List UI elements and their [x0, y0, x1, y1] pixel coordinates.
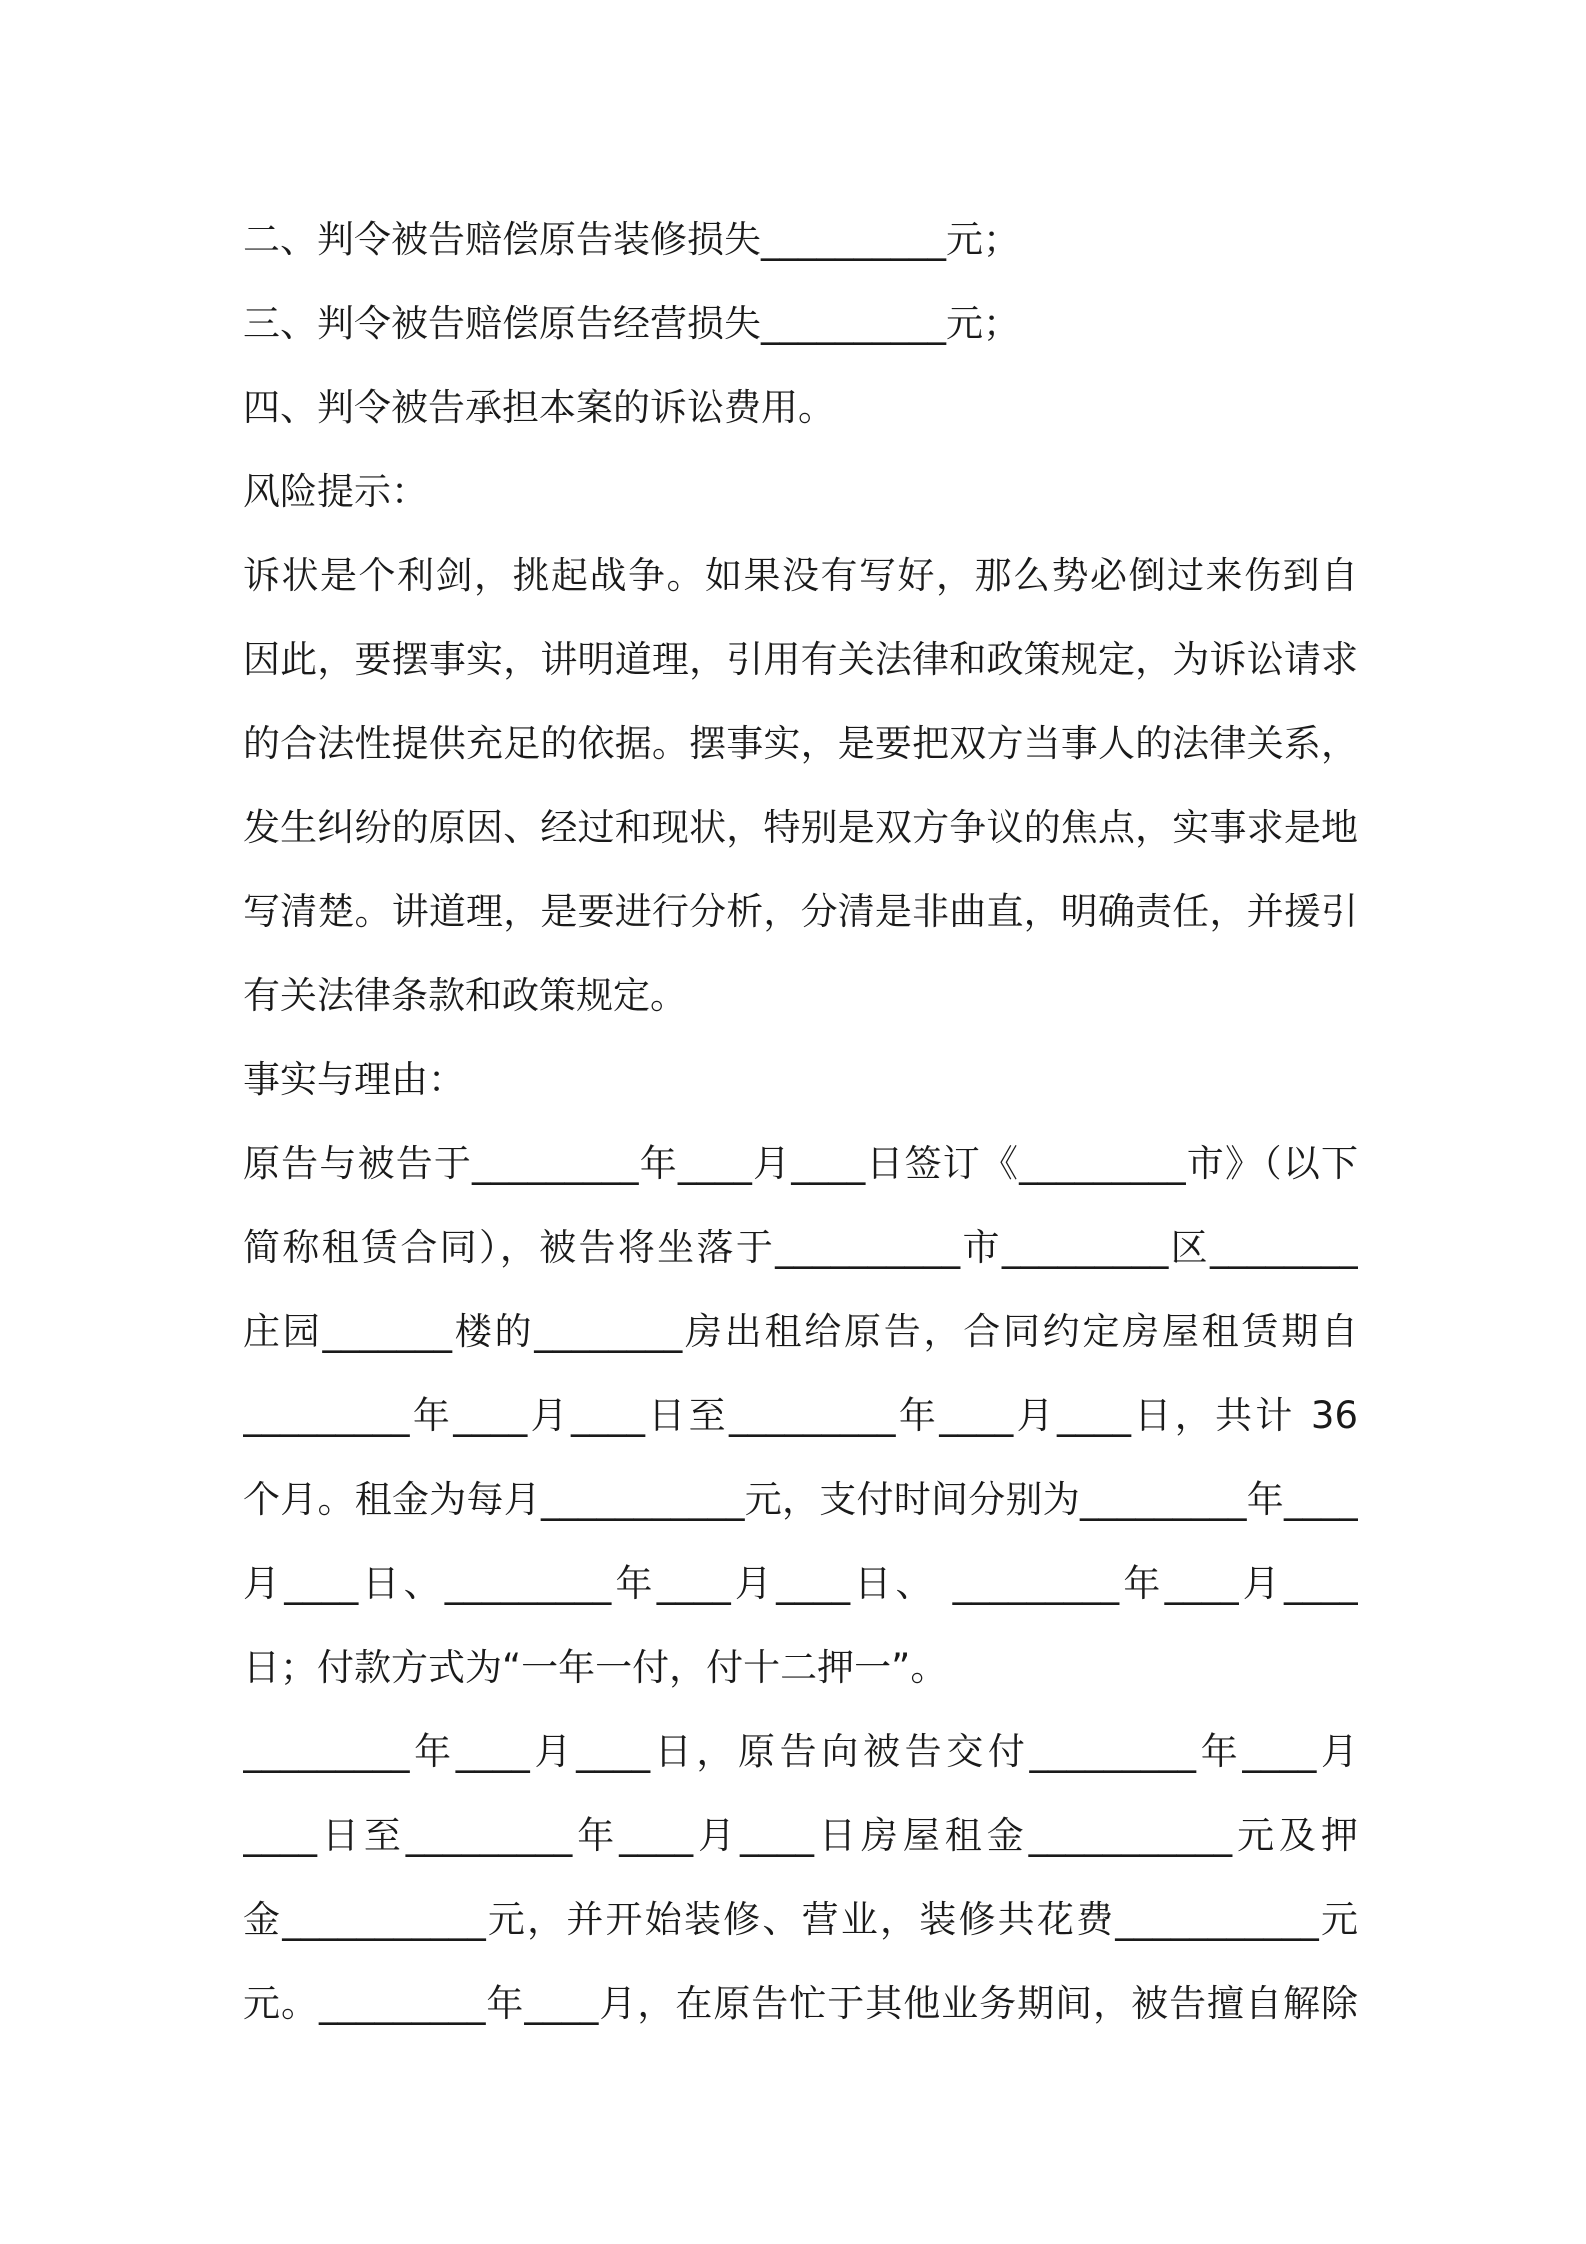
document-body	[243, 198, 1358, 2046]
text-line: 事实与理由：	[243, 1058, 465, 1101]
text-line: 金___________元，并开始装修、营业，装修共花费___________元	[243, 1898, 1358, 1941]
text-line: 写清楚。讲道理，是要进行分析，分清是非曲直，明确责任，并援引	[243, 890, 1358, 933]
text-line: 个月。租金为每月___________元，支付时间分别为_________年____	[243, 1478, 1358, 1521]
text-line: _________年____月____日至_________年____月____日，共计 36	[243, 1394, 1358, 1437]
text-line: 庄园_______楼的________房出租给原告，合同约定房屋租赁期自	[243, 1310, 1358, 1353]
text-line: ____日至_________年____月____日房屋租金___________元及押	[243, 1814, 1358, 1857]
text-line: 月____日、_________年____月____日、 _________年____月____	[243, 1562, 1358, 1605]
text-line: 日；付款方式为“一年一付，付十二押一”。	[243, 1646, 948, 1689]
text-line: 因此，要摆事实，讲明道理，引用有关法律和政策规定，为诉讼请求	[243, 638, 1358, 681]
text-line: 二、判令被告赔偿原告装修损失__________元；	[243, 218, 1020, 261]
text-line: 诉状是个利剑，挑起战争。如果没有写好，那么势必倒过来伤到自	[243, 554, 1358, 597]
text-line: 三、判令被告赔偿原告经营损失__________元；	[243, 302, 1020, 345]
text-line: 有关法律条款和政策规定。	[243, 974, 687, 1017]
text-line: 元。_________年____月，在原告忙于其他业务期间，被告擅自解除	[243, 1982, 1358, 2025]
text-line: 风险提示：	[243, 470, 428, 513]
text-line: 发生纠纷的原因、经过和现状，特别是双方争议的焦点，实事求是地	[243, 806, 1358, 849]
text-line: 的合法性提供充足的依据。摆事实，是要把双方当事人的法律关系，	[243, 722, 1358, 765]
text-line: _________年____月____日，原告向被告交付_________年____月	[243, 1730, 1358, 1773]
text-line: 简称租赁合同），被告将坐落于__________市_________区________	[243, 1226, 1358, 1269]
text-line: 四、判令被告承担本案的诉讼费用。	[243, 386, 835, 429]
text-line: 原告与被告于_________年____月____日签订《_________市》（以下	[243, 1142, 1358, 1185]
